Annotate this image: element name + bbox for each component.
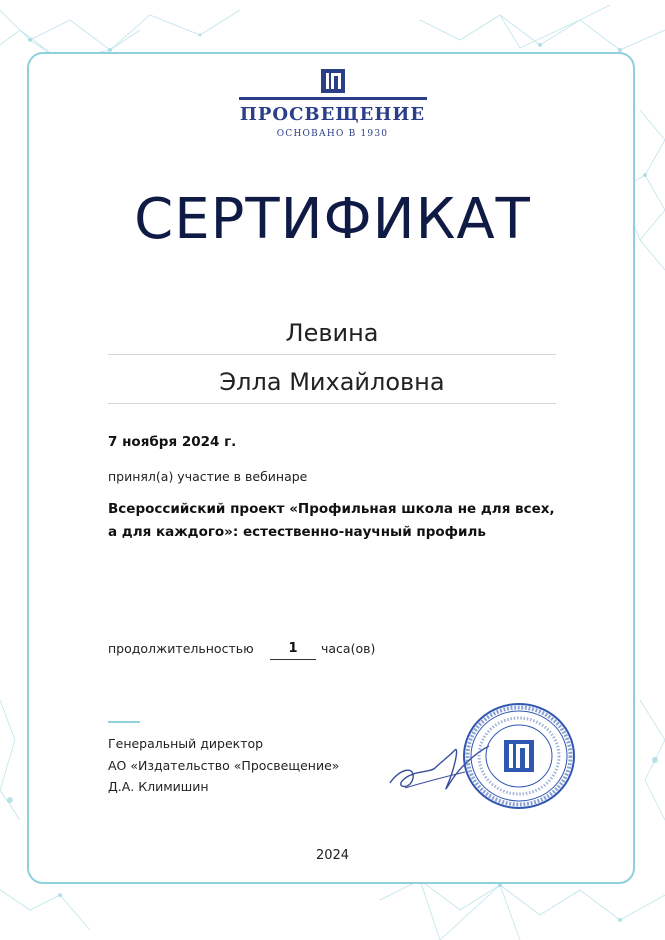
name-divider	[108, 354, 556, 355]
issue-year: 2024	[315, 848, 350, 863]
signatory-position: Генеральный директор	[108, 736, 264, 751]
logo-bar	[239, 97, 427, 100]
signatory-name: Д.А. Климишин	[108, 779, 209, 794]
publisher-emblem-icon	[320, 68, 346, 94]
webinar-title: Всероссийский проект «Профильная школа не для всех, а для каждого»: естественно-научный профиль	[108, 501, 555, 540]
accent-line	[108, 721, 140, 723]
publisher-name: ПРОСВЕЩЕНИЕ	[239, 104, 426, 125]
name-divider	[108, 403, 556, 404]
certificate-title: СЕРТИФИКАТ	[134, 187, 531, 252]
recipient-last-name: Левина	[285, 319, 379, 347]
publisher-tagline: ОСНОВАНО В 1930	[276, 129, 389, 139]
duration-label: продолжительностью	[108, 641, 254, 656]
duration-unit: часа(ов)	[321, 641, 376, 656]
signatory-organization: АО «Издательство «Просвещение»	[108, 758, 340, 773]
duration-value: 1	[270, 641, 316, 660]
official-seal-stamp	[460, 700, 578, 812]
event-date: 7 ноября 2024 г.	[108, 434, 237, 450]
publisher-logo	[0, 68, 665, 139]
participation-text: принял(а) участие в вебинаре	[108, 469, 308, 484]
recipient-first-middle-name: Элла Михайловна	[219, 368, 445, 396]
